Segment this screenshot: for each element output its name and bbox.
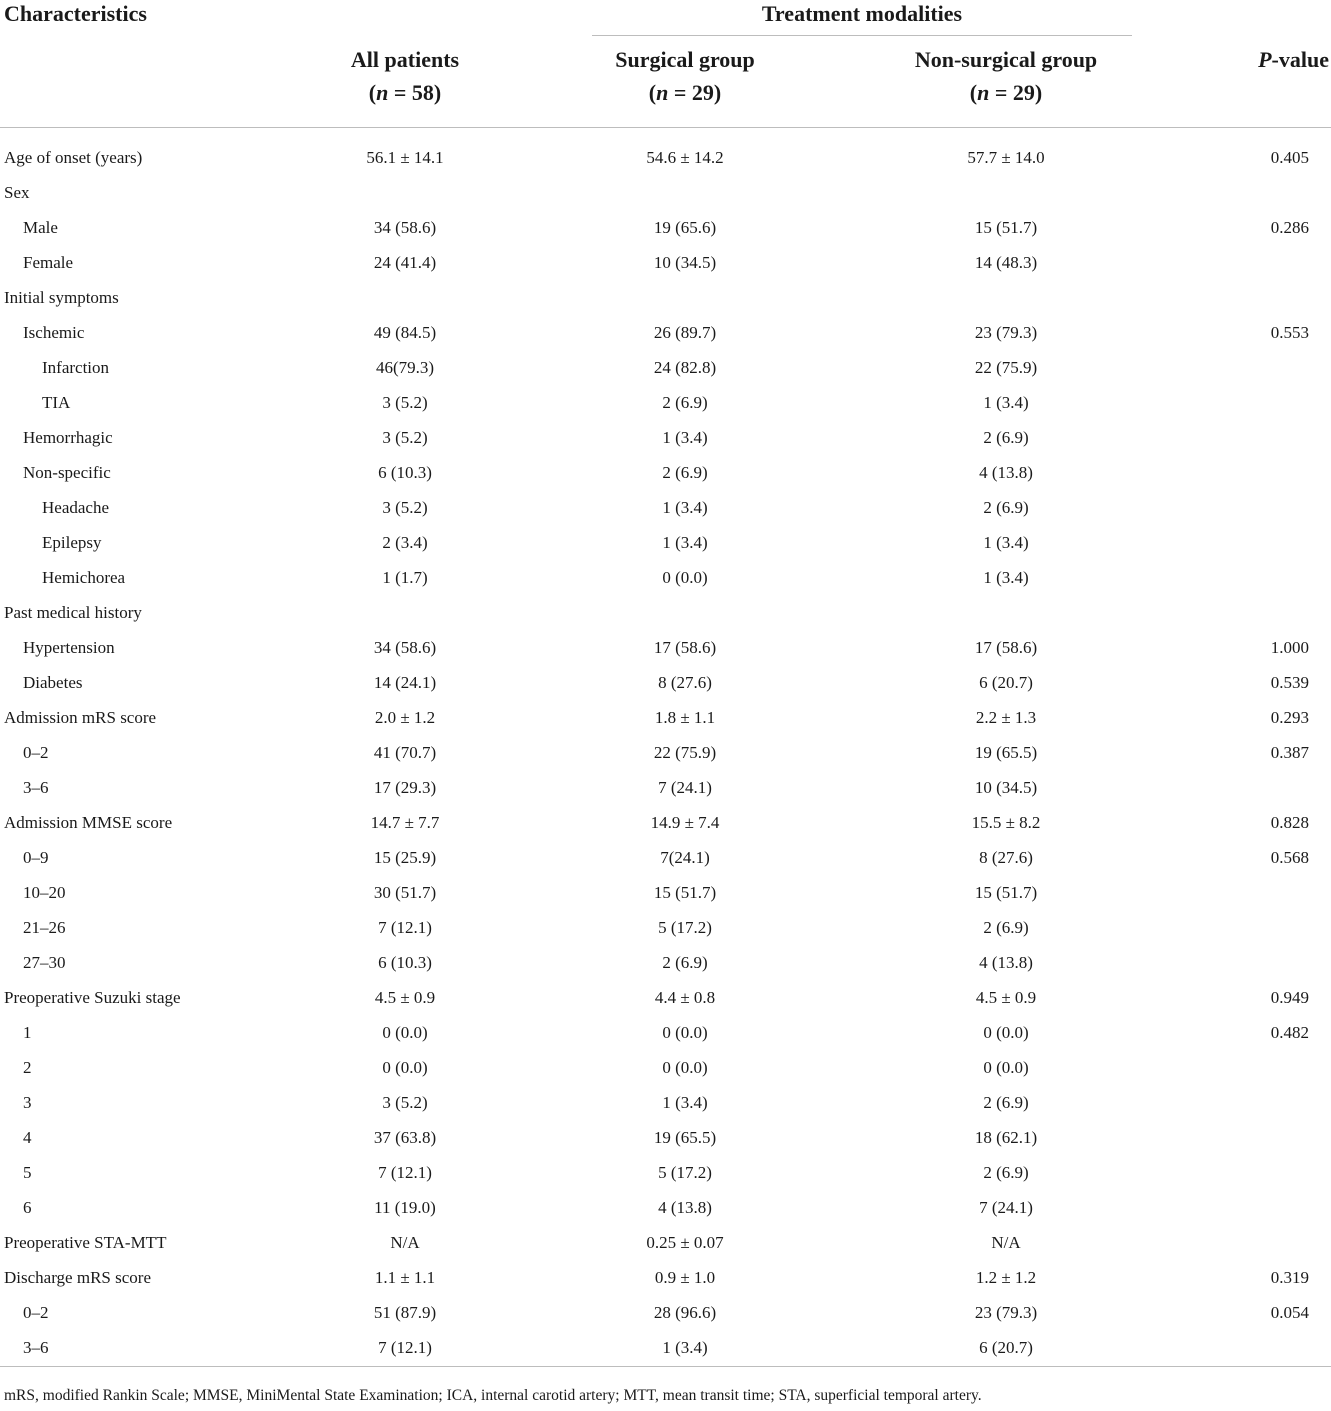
cell-surg: 15 (51.7) xyxy=(653,883,717,902)
row-label: TIA xyxy=(42,393,71,412)
cell-all: 7 (12.1) xyxy=(378,1163,432,1182)
cell-surg: 19 (65.5) xyxy=(653,1128,717,1147)
cell-all: 34 (58.6) xyxy=(373,218,437,237)
cell-all: 30 (51.7) xyxy=(373,883,437,902)
cell-nonsurg: 23 (79.3) xyxy=(974,323,1038,342)
cell-nonsurg: 0 (0.0) xyxy=(983,1023,1029,1042)
row-label: Hemichorea xyxy=(42,568,126,587)
row-label: 0–2 xyxy=(23,743,49,762)
cell-surg: 22 (75.9) xyxy=(653,743,717,762)
cell-nonsurg: 4.5 ± 0.9 xyxy=(975,988,1037,1007)
row-label: 1 xyxy=(23,1023,32,1042)
cell-all: 49 (84.5) xyxy=(373,323,437,342)
table-row xyxy=(0,315,1331,350)
row-label: 3–6 xyxy=(23,1338,49,1357)
header-surgical-group xyxy=(561,43,809,109)
cell-surg: 5 (17.2) xyxy=(658,1163,712,1182)
table-row xyxy=(0,1190,1331,1225)
cell-surg: 0.25 ± 0.07 xyxy=(646,1233,724,1252)
table-row xyxy=(0,140,1331,175)
row-label: Male xyxy=(23,218,58,237)
row-label: Admission MMSE score xyxy=(4,813,173,832)
row-label: Epilepsy xyxy=(42,533,102,552)
row-label: 21–26 xyxy=(23,918,66,937)
cell-all: 6 (10.3) xyxy=(378,953,432,972)
cell-surg: 1 (3.4) xyxy=(662,1338,708,1357)
header-all-patients-n: (n = 58) xyxy=(368,80,442,105)
cell-nonsurg: 15.5 ± 8.2 xyxy=(971,813,1041,832)
cell-nonsurg: 6 (20.7) xyxy=(979,1338,1033,1357)
table-row xyxy=(0,630,1331,665)
header-characteristics: Characteristics xyxy=(4,1,147,26)
table-row xyxy=(0,1155,1331,1190)
cell-all: 51 (87.9) xyxy=(373,1303,437,1322)
cell-p: 0.949 xyxy=(1270,988,1309,1007)
cell-nonsurg: 15 (51.7) xyxy=(974,218,1038,237)
cell-all: 4.5 ± 0.9 xyxy=(374,988,436,1007)
cell-nonsurg: 22 (75.9) xyxy=(974,358,1038,377)
cell-nonsurg: 7 (24.1) xyxy=(979,1198,1033,1217)
row-label: Hemorrhagic xyxy=(23,428,113,447)
cell-surg: 19 (65.6) xyxy=(653,218,717,237)
row-label: 10–20 xyxy=(23,883,66,902)
cell-all: 24 (41.4) xyxy=(373,253,437,272)
table-row xyxy=(0,1295,1331,1330)
cell-all: 2 (3.4) xyxy=(382,533,428,552)
row-label: Age of onset (years) xyxy=(4,148,143,167)
header-all-patients xyxy=(305,43,505,109)
cell-nonsurg: 6 (20.7) xyxy=(979,673,1033,692)
row-label: Past medical history xyxy=(4,603,142,622)
table-row xyxy=(0,385,1331,420)
row-label: 27–30 xyxy=(23,953,66,972)
row-label: Infarction xyxy=(42,358,110,377)
cell-all: 0 (0.0) xyxy=(382,1058,428,1077)
table-footnote: mRS, modified Rankin Scale; MMSE, MiniMental State Examination; ICA, internal carotid artery; MTT, mean transit time; STA, superficial temporal artery. xyxy=(4,1387,982,1404)
row-label: Hypertension xyxy=(23,638,115,657)
table-row xyxy=(0,560,1331,595)
row-label: 5 xyxy=(23,1163,32,1182)
table-row xyxy=(0,595,1331,630)
cell-all: 11 (19.0) xyxy=(374,1198,436,1217)
cell-nonsurg: 57.7 ± 14.0 xyxy=(967,148,1045,167)
cell-surg: 4 (13.8) xyxy=(658,1198,712,1217)
cell-nonsurg: 1.2 ± 1.2 xyxy=(975,1268,1037,1287)
cell-surg: 0 (0.0) xyxy=(662,1023,708,1042)
cell-nonsurg: 1 (3.4) xyxy=(983,533,1029,552)
cell-p: 0.405 xyxy=(1270,148,1309,167)
cell-nonsurg: 18 (62.1) xyxy=(974,1128,1038,1147)
cell-nonsurg: 23 (79.3) xyxy=(974,1303,1038,1322)
table-row xyxy=(0,1330,1331,1365)
cell-p: 0.553 xyxy=(1270,323,1309,342)
table-row xyxy=(0,1050,1331,1085)
row-label: 4 xyxy=(23,1128,32,1147)
table-row xyxy=(0,1085,1331,1120)
cell-nonsurg: 2 (6.9) xyxy=(983,1093,1029,1112)
cell-all: 2.0 ± 1.2 xyxy=(374,708,436,727)
cell-nonsurg: 1 (3.4) xyxy=(983,393,1029,412)
cell-nonsurg: 14 (48.3) xyxy=(974,253,1038,272)
cell-all: 1 (1.7) xyxy=(382,568,428,587)
cell-all: 6 (10.3) xyxy=(378,463,432,482)
cell-p: 0.568 xyxy=(1270,848,1309,867)
table-row xyxy=(0,1120,1331,1155)
cell-surg: 4.4 ± 0.8 xyxy=(654,988,716,1007)
cell-all: 3 (5.2) xyxy=(382,428,428,447)
cell-p: 0.286 xyxy=(1270,218,1309,237)
cell-surg: 24 (82.8) xyxy=(653,358,717,377)
cell-surg: 2 (6.9) xyxy=(662,463,708,482)
cell-nonsurg: 2 (6.9) xyxy=(983,918,1029,937)
cell-nonsurg: 2 (6.9) xyxy=(983,1163,1029,1182)
cell-nonsurg: 2 (6.9) xyxy=(983,428,1029,447)
table-row xyxy=(0,420,1331,455)
cell-all: 7 (12.1) xyxy=(378,1338,432,1357)
cell-nonsurg: 2 (6.9) xyxy=(983,498,1029,517)
table-row xyxy=(0,945,1331,980)
header-surgical-label: Surgical group xyxy=(615,47,755,72)
row-label: Admission mRS score xyxy=(4,708,157,727)
row-label: 0–2 xyxy=(23,1303,49,1322)
cell-nonsurg: 10 (34.5) xyxy=(974,778,1038,797)
header-treatment-modalities: Treatment modalities xyxy=(761,1,963,26)
header-group-rule xyxy=(592,35,1132,36)
cell-all: 14.7 ± 7.7 xyxy=(370,813,440,832)
cell-p: 0.482 xyxy=(1270,1023,1309,1042)
cell-all: 3 (5.2) xyxy=(382,393,428,412)
row-label: 3–6 xyxy=(23,778,49,797)
table-row xyxy=(0,700,1331,735)
header-nonsurgical-group xyxy=(876,43,1136,109)
cell-p: 0.539 xyxy=(1270,673,1309,692)
cell-surg: 26 (89.7) xyxy=(653,323,717,342)
table-row xyxy=(0,350,1331,385)
cell-all: 15 (25.9) xyxy=(373,848,437,867)
cell-p: 0.828 xyxy=(1270,813,1309,832)
table-row xyxy=(0,245,1331,280)
cell-p: 0.054 xyxy=(1270,1303,1309,1322)
cell-all: 56.1 ± 14.1 xyxy=(366,148,444,167)
cell-surg: 1 (3.4) xyxy=(662,1093,708,1112)
cell-p: 0.387 xyxy=(1270,743,1309,762)
table-row xyxy=(0,665,1331,700)
cell-nonsurg: 1 (3.4) xyxy=(983,568,1029,587)
cell-nonsurg: 2.2 ± 1.3 xyxy=(975,708,1037,727)
row-label: Headache xyxy=(42,498,110,517)
header-all-patients-label: All patients xyxy=(350,47,460,72)
cell-surg: 1 (3.4) xyxy=(662,428,708,447)
table-row xyxy=(0,875,1331,910)
row-label: Discharge mRS score xyxy=(4,1268,151,1287)
cell-surg: 1 (3.4) xyxy=(662,533,708,552)
cell-nonsurg: 8 (27.6) xyxy=(979,848,1033,867)
header-surgical-n: (n = 29) xyxy=(648,80,722,105)
cell-nonsurg: 4 (13.8) xyxy=(979,953,1033,972)
cell-surg: 1.8 ± 1.1 xyxy=(654,708,716,727)
cell-all: 7 (12.1) xyxy=(378,918,432,937)
table-row xyxy=(0,1225,1331,1260)
row-label: Preoperative STA-MTT xyxy=(4,1233,167,1252)
cell-nonsurg: 0 (0.0) xyxy=(983,1058,1029,1077)
cell-all: 1.1 ± 1.1 xyxy=(374,1268,436,1287)
cell-all: 37 (63.8) xyxy=(373,1128,437,1147)
cell-surg: 5 (17.2) xyxy=(658,918,712,937)
cell-surg: 17 (58.6) xyxy=(653,638,717,657)
table-row xyxy=(0,840,1331,875)
row-label: 3 xyxy=(23,1093,32,1112)
cell-p: 0.293 xyxy=(1270,708,1309,727)
table-row xyxy=(0,210,1331,245)
table-row xyxy=(0,770,1331,805)
table-row xyxy=(0,910,1331,945)
cell-nonsurg: N/A xyxy=(991,1233,1021,1252)
row-label: Initial symptoms xyxy=(4,288,119,307)
table-row xyxy=(0,1015,1331,1050)
cell-surg: 7(24.1) xyxy=(660,848,710,867)
row-label: Ischemic xyxy=(23,323,85,342)
row-label: Female xyxy=(23,253,74,272)
cell-p: 0.319 xyxy=(1270,1268,1309,1287)
table-row xyxy=(0,455,1331,490)
cell-nonsurg: 19 (65.5) xyxy=(974,743,1038,762)
cell-surg: 8 (27.6) xyxy=(658,673,712,692)
header-nonsurgical-n: (n = 29) xyxy=(969,80,1043,105)
row-label: Sex xyxy=(4,183,30,202)
cell-surg: 28 (96.6) xyxy=(653,1303,717,1322)
cell-surg: 0 (0.0) xyxy=(662,568,708,587)
cell-nonsurg: 4 (13.8) xyxy=(979,463,1033,482)
cell-all: 17 (29.3) xyxy=(373,778,437,797)
cell-nonsurg: 15 (51.7) xyxy=(974,883,1038,902)
cell-surg: 2 (6.9) xyxy=(662,393,708,412)
cell-surg: 14.9 ± 7.4 xyxy=(650,813,720,832)
table-row xyxy=(0,280,1331,315)
cell-all: 3 (5.2) xyxy=(382,1093,428,1112)
header-bottom-rule xyxy=(0,127,1331,128)
row-label: Non-specific xyxy=(23,463,111,482)
row-label: 0–9 xyxy=(23,848,49,867)
cell-surg: 10 (34.5) xyxy=(653,253,717,272)
table-row xyxy=(0,1260,1331,1295)
cell-all: 0 (0.0) xyxy=(382,1023,428,1042)
table-row xyxy=(0,980,1331,1015)
cell-surg: 2 (6.9) xyxy=(662,953,708,972)
row-label: Preoperative Suzuki stage xyxy=(4,988,181,1007)
cell-all: 14 (24.1) xyxy=(373,673,437,692)
row-label: 6 xyxy=(23,1198,32,1217)
cell-p: 1.000 xyxy=(1270,638,1309,657)
row-label: Diabetes xyxy=(23,673,83,692)
row-label: 2 xyxy=(23,1058,32,1077)
cell-all: 3 (5.2) xyxy=(382,498,428,517)
table-row xyxy=(0,525,1331,560)
table-row xyxy=(0,735,1331,770)
table-row xyxy=(0,805,1331,840)
cell-surg: 54.6 ± 14.2 xyxy=(646,148,724,167)
cell-all: 41 (70.7) xyxy=(373,743,437,762)
cell-surg: 7 (24.1) xyxy=(658,778,712,797)
cell-all: 46(79.3) xyxy=(375,358,435,377)
header-nonsurgical-label: Non-surgical group xyxy=(914,47,1098,72)
cell-nonsurg: 17 (58.6) xyxy=(974,638,1038,657)
cell-surg: 0 (0.0) xyxy=(662,1058,708,1077)
table-bottom-rule xyxy=(0,1366,1331,1367)
cell-surg: 1 (3.4) xyxy=(662,498,708,517)
header-pvalue: P-value xyxy=(1258,47,1329,72)
cell-surg: 0.9 ± 1.0 xyxy=(654,1268,716,1287)
cell-all: N/A xyxy=(390,1233,420,1252)
table-row xyxy=(0,490,1331,525)
table-row xyxy=(0,175,1331,210)
cell-all: 34 (58.6) xyxy=(373,638,437,657)
